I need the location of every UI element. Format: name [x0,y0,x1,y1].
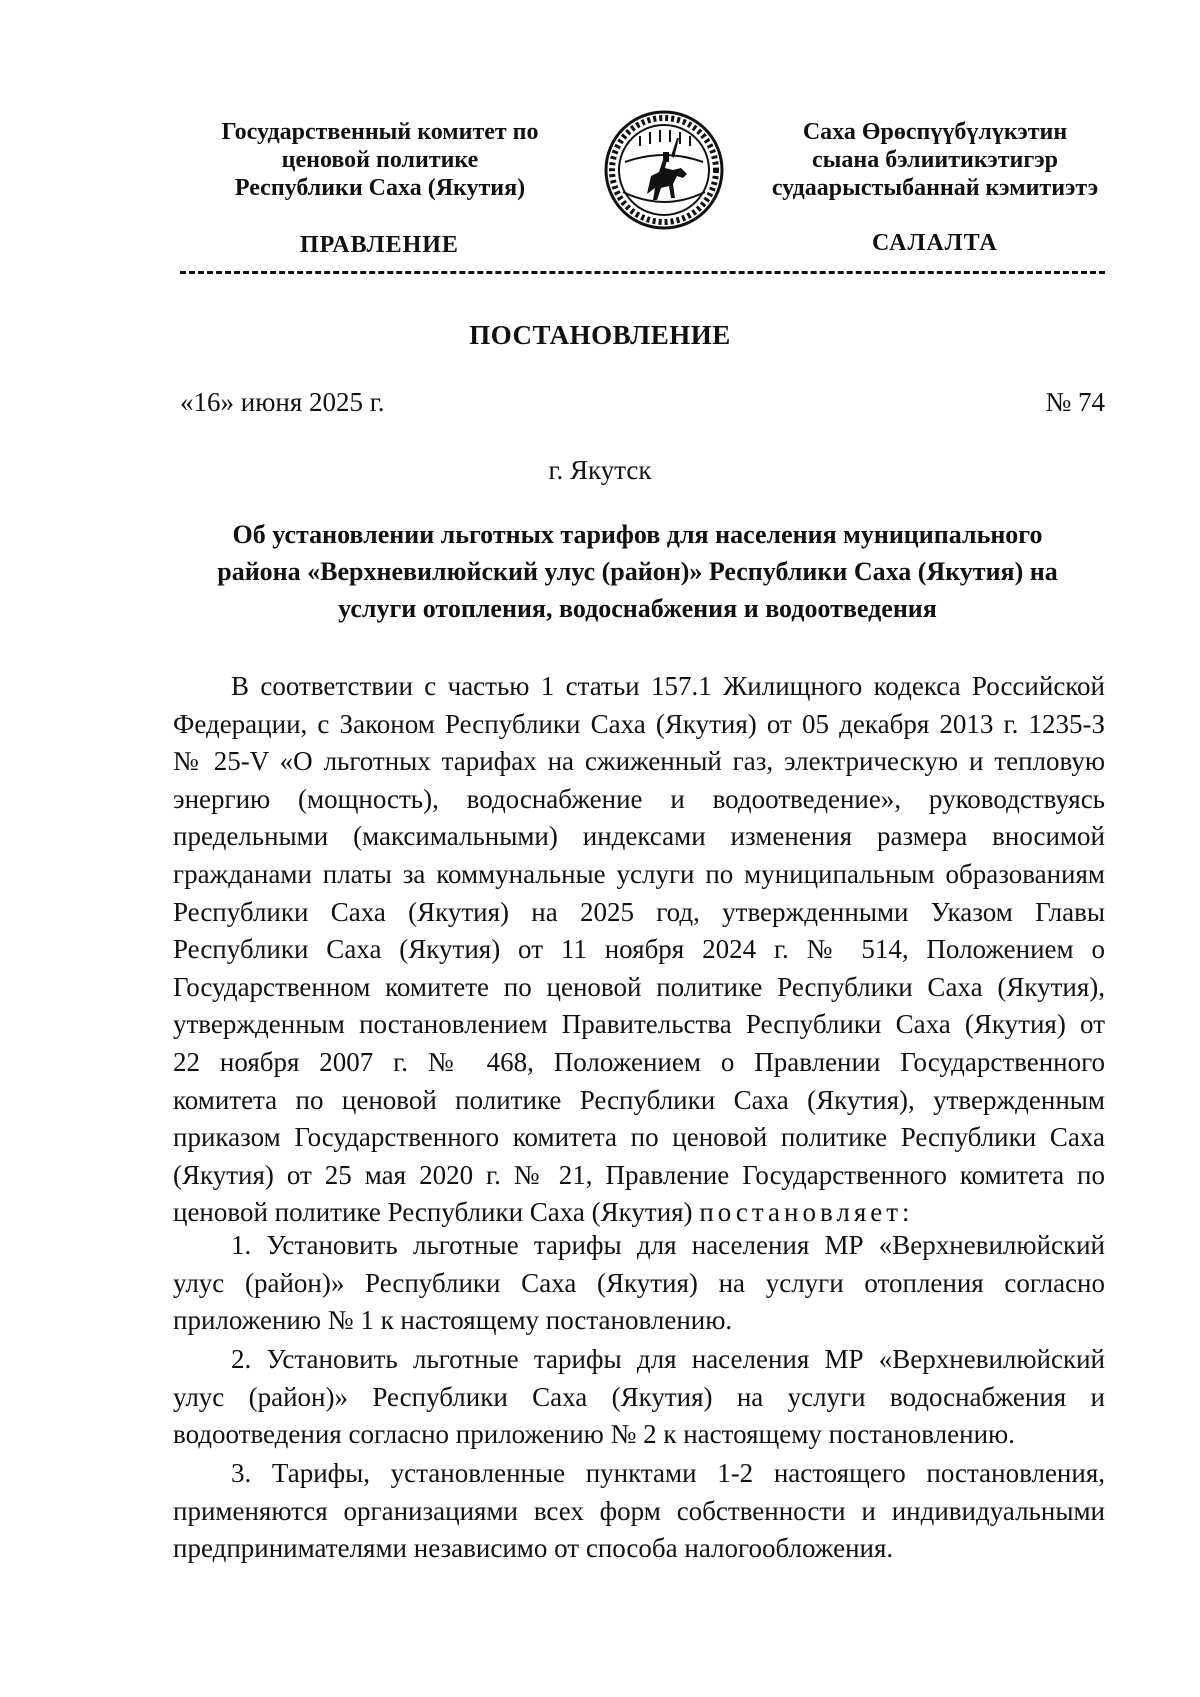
paragraph-line: утвержденным постановлением Правительства Республики Саха (Якутия) от [173,1009,1105,1040]
paragraph-line: энергию (мощность), водоснабжение и водоотведение», руководствуясь [173,783,1105,814]
preamble-paragraph [173,668,1105,1232]
title-line: услуги отопления, водоснабжения и водоотведения [338,594,937,623]
clause-2 [173,1341,1105,1454]
document-title [170,516,1105,627]
header-divider [180,271,1105,274]
paragraph-line: В соответствии с частью 1 статьи 157.1 Жилищного кодекса Российской [231,671,1105,701]
document-number: № 74 [1045,387,1105,417]
board-label-russian: ПРАВЛЕНИЕ [300,232,459,258]
document-date: «16» июня 2025 г. [180,387,385,417]
paragraph-line: улус (район)» Республики Саха (Якутия) на услуги отопления согласно [173,1267,1105,1298]
paragraph-line: Федерации, с Законом Республики Саха (Якутия) от 05 декабря 2013 г. 1235-З [173,708,1105,739]
header-right-line: судаарыстыбаннай кэмитиэтэ [771,175,1099,201]
header-left-line: Государственный комитет по [221,119,539,145]
paragraph-line: водоотведения согласно приложению № 2 к настоящему постановлению. [173,1419,1015,1450]
paragraph-line: 2. Установить льготные тарифы для населения МР «Верхневилюйский [231,1344,1105,1374]
paragraph-line: предпринимателями независимо от способа налогообложения. [173,1533,894,1564]
clause-3 [173,1455,1105,1568]
title-line: района «Верхневилюйский улус (район)» Республики Саха (Якутия) на [217,557,1058,586]
board-label-sakha: САЛАЛТА [872,230,998,256]
paragraph-line: гражданами платы за коммунальные услуги по муниципальным образованиям [173,858,1105,889]
paragraph-line: применяются организациями всех форм собственности и индивидуальными [173,1495,1105,1526]
resolves-word: постановляет: [699,1197,914,1228]
paragraph-line: приказом Государственного комитета по ценовой политике Республики Саха [173,1122,1105,1153]
document-type: ПОСТАНОВЛЕНИЕ [469,320,731,350]
coat-of-arms-icon [603,108,725,232]
header-right-line: Саха Өрөспүүбүлүкэтин [802,119,1068,145]
committee-name-russian [180,118,580,202]
paragraph-line: улус (район)» Республики Саха (Якутия) на услуги водоснабжения и [173,1381,1105,1412]
title-line: Об установлении льготных тарифов для населения муниципального [232,520,1043,549]
clause-1 [173,1227,1105,1340]
paragraph-line: № 25-V «О льготных тарифах на сжиженный газ, электрическую и тепловую [173,746,1105,777]
paragraph-line: предельными (максимальными) индексами изменения размера вносимой [173,821,1105,852]
paragraph-line: 22 ноября 2007 г. № 468, Положением о Правлении Государственного [173,1046,1105,1077]
header-left-line: Республики Саха (Якутия) [234,175,526,201]
paragraph-line: комитета по ценовой политике Республики Саха (Якутия), утвержденным [173,1084,1105,1115]
paragraph-line: 1. Установить льготные тарифы для населения МР «Верхневилюйский [231,1230,1105,1260]
paragraph-line: приложению № 1 к настоящему постановлению. [173,1305,733,1336]
paragraph-line: Государственном комитете по ценовой политике Республики Саха (Якутия), [173,971,1105,1002]
paragraph-line-text: ценовой политике Республики Саха (Якутия) [173,1197,693,1228]
header-left-line: ценовой политике [281,147,479,173]
paragraph-line: 3. Тарифы, установленные пунктами 1-2 настоящего постановления, [231,1458,1105,1488]
paragraph-line: Республики Саха (Якутия) на 2025 год, утвержденными Указом Главы [173,896,1105,927]
committee-name-sakha [745,118,1125,202]
paragraph-line: Республики Саха (Якутия) от 11 ноября 2024 г. № 514, Положением о [173,934,1105,965]
paragraph-line: (Якутия) от 25 мая 2020 г. № 21, Правление Государственного комитета по [173,1159,1105,1190]
document-city: г. Якутск [548,455,652,485]
header-right-line: сыана бэлиитикэтигэр [811,147,1058,173]
